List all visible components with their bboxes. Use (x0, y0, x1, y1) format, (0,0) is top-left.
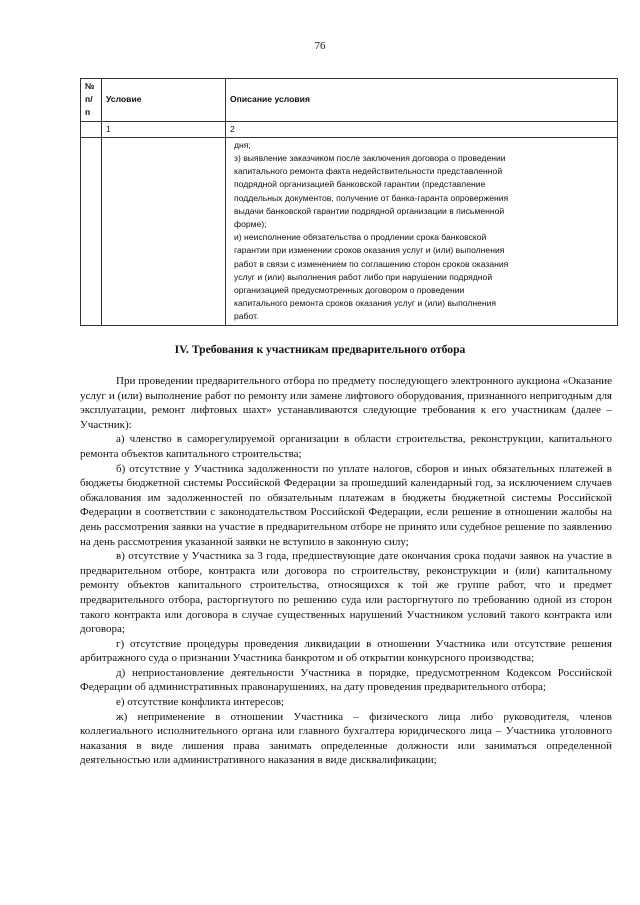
description-line: форме); (234, 219, 267, 230)
description-line: гарантии при изменении сроков оказания услуг и (или) выполнения (234, 245, 505, 256)
index-empty (81, 121, 102, 137)
intro-paragraph: При проведении предварительного отбора по предмету последующего электронного аукциона «Оказание услуг и (или) выполнение работ по ремонту или замене лифтового оборудования, признанного непригодным для эксплуатации, ремонт лифтовых шахт» устанавливаются следующие требования к его участникам (далее – Участник): (80, 375, 612, 431)
description-line: работ. (234, 311, 259, 322)
description-line: выдачи банковской гарантии подрядной организации в письменной (234, 205, 505, 216)
description-line: капитального ремонта сроков оказания услуг и (или) выполнения (234, 298, 497, 309)
description-line: подрядной организацией банковской гарантии (представление (234, 179, 486, 190)
description-line: дня; (234, 139, 251, 150)
description-line: з) выявление заказчиком после заключения договора о проведении (234, 153, 506, 164)
requirement-item: а) членство в саморегулируемой организации в области строительства, реконструкции, капитального ремонта объектов капитального строительства; (80, 433, 612, 460)
table-cell-condition (102, 137, 226, 325)
requirement-item: ж) неприменение в отношении Участника – физического лица либо руководителя, членов коллегиального исполнительного органа или главного бухгалтера юридического лица – Участника уголовного наказания в виде лишения права занимать определенные должности или заниматься определенной деятельностью или административного наказания в виде дисквалификации; (80, 710, 612, 767)
table-cell-description (226, 137, 618, 325)
section-heading: IV. Требования к участникам предварительного отбора (174, 343, 466, 356)
conditions-table (80, 78, 618, 326)
header-description: Описание условия (226, 79, 618, 122)
description-line: работ в связи с изменением по соглашению сторон сроков оказания (234, 258, 509, 269)
index-col2: 2 (226, 121, 618, 137)
table-index-row (81, 121, 618, 137)
index-col1: 1 (102, 121, 226, 137)
description-line: организацией предусмотренных договором о проведении (234, 285, 465, 296)
description-line: капитального ремонта факта недействительности представленной (234, 166, 503, 177)
header-num: № п/п (81, 79, 102, 122)
table-cell-num (81, 137, 102, 325)
description-line: услуг и (или) выполнения работ либо при нарушении подрядной (234, 271, 493, 282)
table-row (81, 137, 618, 325)
requirement-item: г) отсутствие процедуры проведения ликвидации в отношении Участника или отсутствие решения арбитражного суда о признании Участника банкротом и об открытии конкурсного производства; (80, 637, 612, 665)
requirement-item: д) неприостановление деятельности Участника в порядке, предусмотренном Кодексом Российской Федерации об административных правонарушениях, на дату проведения предварительного отбора; (80, 666, 612, 694)
requirement-item: б) отсутствие у Участника задолженности по уплате налогов, сборов и иных обязательных платежей в бюджеты бюджетной системы Российской Федерации за прошедший календарный год, за исключением случаев обжалования им задолженностей по обязательным платежам в бюджеты бюджетной системы Российской Федерации в соответствии с законодательством Российской Федерации, если решение в отношении жалобы на день рассмотрения заявки на участие в предварительном отборе не принято или судебное решение по заявлению на день рассмотрения указанной заявки не вступило в законную силу; (80, 462, 612, 548)
header-condition: Условие (102, 79, 226, 122)
page-number: 76 (314, 40, 326, 52)
table-header-row (81, 79, 618, 122)
requirement-item: е) отсутствие конфликта интересов; (116, 696, 285, 709)
section-body (80, 374, 612, 768)
description-line: поддельных документов, получение от банка-гаранта опровержения (234, 192, 509, 203)
description-line: и) неисполнение обязательства о продлении срока банковской (234, 232, 487, 243)
requirement-item: в) отсутствие у Участника за 3 года, предшествующие дате окончания срока подачи заявок на участие в предварительном отборе, контракта или договора по строительству, реконструкции и (или) капитальному ремонту объектов капитального строительства, относящихся к той же группе работ, что и предмет предварительного отбора, расторгнутого по решению суда или расторгнутого по требованию одной из сторон такого контракта или договора в случае существенных нарушений Участником условий такого контракта или договора; (80, 550, 612, 636)
